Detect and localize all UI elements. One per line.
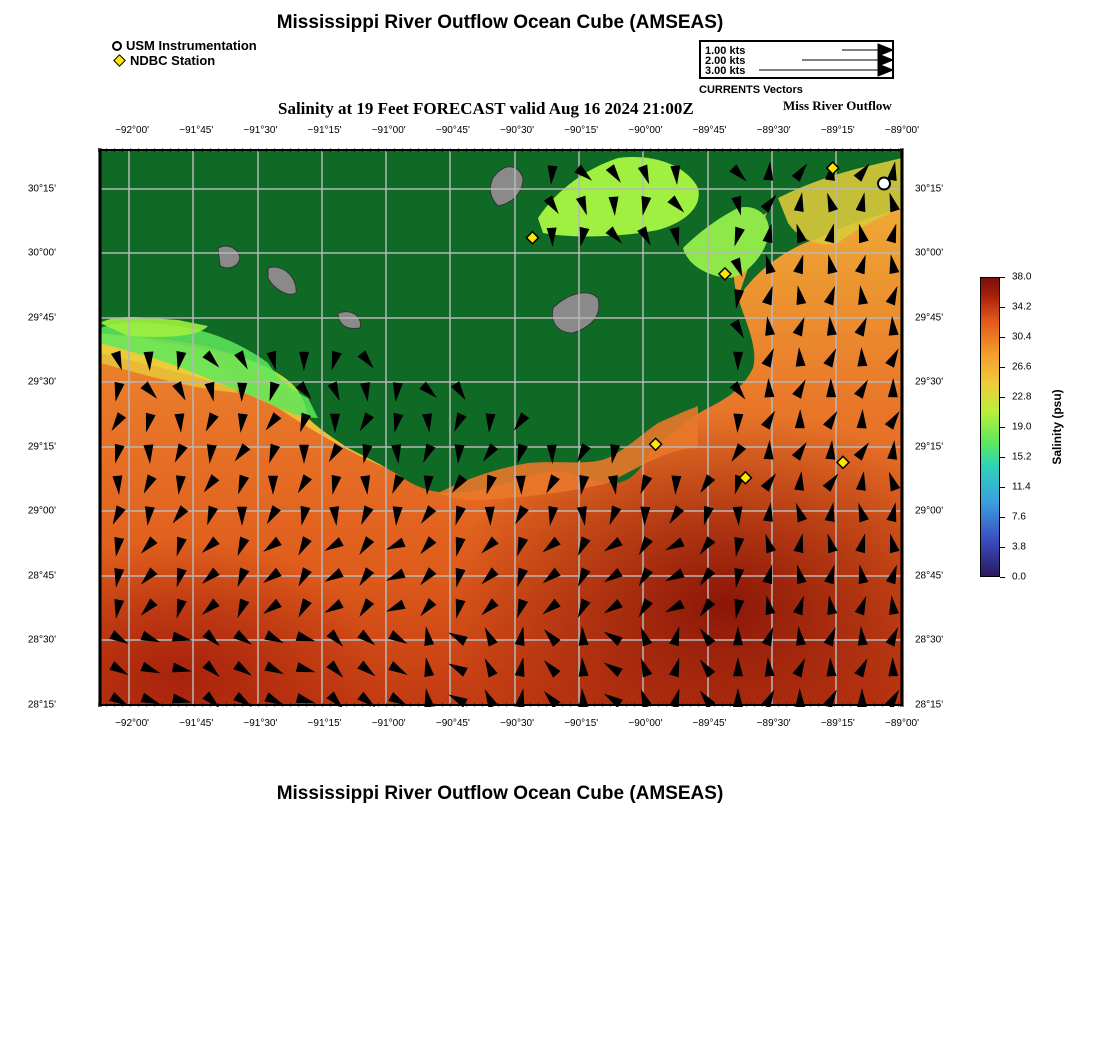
colorbar-tick-mark — [1000, 397, 1005, 398]
lon-tick-label-bottom: −91°00' — [371, 718, 406, 729]
colorbar-tick-mark — [1000, 307, 1005, 308]
lat-tick-label-left: 28°30' — [27, 634, 56, 646]
usm-station-marker — [878, 178, 890, 190]
lat-tick-label-left: 29°30' — [27, 376, 56, 388]
vector-caption: CURRENTS Vectors — [699, 84, 803, 96]
legend-ndbc — [112, 53, 257, 68]
colorbar-tick-mark — [1000, 577, 1005, 578]
salinity-map — [98, 148, 904, 707]
vector-scale-box — [699, 40, 894, 79]
region-label: Miss River Outflow — [783, 98, 892, 113]
vector-arrow-icon — [878, 64, 893, 76]
vector-scale-label-3: 3.00 kts — [705, 65, 746, 77]
colorbar-label: Salinity (psu) — [1050, 389, 1064, 465]
lat-tick-label-left: 28°45' — [27, 570, 56, 582]
lon-tick-label-top: −89°45' — [692, 125, 727, 136]
lat-tick-label-left: 30°15' — [27, 183, 56, 195]
lon-tick-label-bottom: −92°00' — [115, 718, 150, 729]
lon-tick-label-bottom: −89°00' — [885, 718, 919, 729]
lat-tick-label-left: 29°15' — [27, 441, 56, 453]
lon-tick-label-bottom: −89°45' — [692, 718, 727, 729]
lon-tick-label-bottom: −91°15' — [307, 718, 342, 729]
colorbar-tick-mark — [1000, 547, 1005, 548]
lon-tick-label-top: −91°45' — [179, 125, 214, 136]
colorbar-tick-mark — [1000, 337, 1005, 338]
lat-tick-label-left: 28°15' — [27, 699, 56, 711]
lon-tick-label-bottom: −90°30' — [500, 718, 535, 729]
lon-tick-label-top: −89°00' — [885, 125, 919, 136]
lat-tick-label-right: 28°45' — [915, 570, 944, 582]
ndbc-diamond-icon — [113, 54, 126, 67]
colorbar-tick-label: 22.8 — [1012, 391, 1032, 403]
lat-tick-label-right: 30°00' — [915, 247, 944, 259]
lat-tick-label-right: 29°30' — [915, 376, 944, 388]
lon-tick-label-bottom: −91°30' — [243, 718, 278, 729]
vector-scale-label-1: 1.00 kts — [705, 45, 746, 57]
lon-tick-label-bottom: −90°00' — [628, 718, 663, 729]
lat-tick-label-right: 30°15' — [915, 183, 944, 195]
lon-tick-label-top: −89°15' — [820, 125, 855, 136]
lat-tick-label-right: 29°15' — [915, 441, 944, 453]
lon-tick-label-bottom: −89°15' — [820, 718, 855, 729]
colorbar-tick-mark — [1000, 367, 1005, 368]
lon-tick-label-bottom: −91°45' — [179, 718, 214, 729]
second-panel-title: Mississippi River Outflow Ocean Cube (AMSEAS) — [276, 783, 724, 804]
colorbar-tick-label: 26.6 — [1012, 361, 1032, 373]
legend-ndbc-label: NDBC Station — [130, 53, 216, 68]
lon-tick-label-bottom: −90°45' — [435, 718, 470, 729]
lon-tick-label-top: −90°30' — [500, 125, 535, 136]
vector-arrow-icon — [878, 44, 893, 56]
map-subtitle: Salinity at 19 Feet FORECAST valid Aug 16 2024 21:00Z — [278, 99, 694, 118]
lon-tick-label-top: −90°00' — [628, 125, 663, 136]
salinity-colorbar — [980, 277, 1000, 577]
lat-tick-label-right: 28°30' — [915, 634, 944, 646]
page-title: Mississippi River Outflow Ocean Cube (AMSEAS) — [276, 12, 724, 33]
legend-usm — [112, 38, 257, 53]
lon-tick-label-top: −89°30' — [756, 125, 791, 136]
colorbar-tick-mark — [1000, 427, 1005, 428]
lon-tick-label-top: −91°00' — [371, 125, 406, 136]
lat-tick-label-left: 30°00' — [27, 247, 56, 259]
lon-tick-label-bottom: −89°30' — [756, 718, 791, 729]
vector-arrow-icon — [878, 54, 893, 66]
lon-tick-label-top: −90°15' — [564, 125, 599, 136]
colorbar-tick-label: 11.4 — [1012, 481, 1031, 493]
colorbar-tick-mark — [1000, 457, 1005, 458]
vector-scale-label-2: 2.00 kts — [705, 55, 746, 67]
colorbar-tick-mark — [1000, 487, 1005, 488]
colorbar-tick-mark — [1000, 517, 1005, 518]
colorbar-tick-label: 3.8 — [1012, 541, 1026, 553]
lat-tick-label-right: 29°00' — [915, 505, 944, 517]
lon-tick-label-top: −92°00' — [115, 125, 150, 136]
lon-tick-label-top: −90°45' — [435, 125, 470, 136]
colorbar-tick-label: 0.0 — [1012, 571, 1026, 583]
usm-circle-icon — [112, 41, 122, 51]
station-legend — [112, 38, 257, 68]
colorbar-tick-label: 7.6 — [1012, 511, 1026, 523]
lat-tick-label-right: 29°45' — [915, 312, 944, 324]
lon-tick-label-bottom: −90°15' — [564, 718, 599, 729]
colorbar-tick-label: 38.0 — [1012, 271, 1032, 283]
colorbar-tick-label: 34.2 — [1012, 301, 1032, 313]
lat-tick-label-left: 29°45' — [27, 312, 56, 324]
lon-tick-label-top: −91°15' — [307, 125, 342, 136]
colorbar-tick-label: 19.0 — [1012, 421, 1032, 433]
colorbar-tick-mark — [1000, 277, 1005, 278]
lat-tick-label-right: 28°15' — [915, 699, 944, 711]
lat-tick-label-left: 29°00' — [27, 505, 56, 517]
legend-usm-label: USM Instrumentation — [126, 38, 257, 53]
colorbar-tick-label: 30.4 — [1012, 331, 1032, 343]
lon-tick-label-top: −91°30' — [243, 125, 278, 136]
vector-scale-arrows — [699, 40, 894, 79]
colorbar-tick-label: 15.2 — [1012, 451, 1032, 463]
